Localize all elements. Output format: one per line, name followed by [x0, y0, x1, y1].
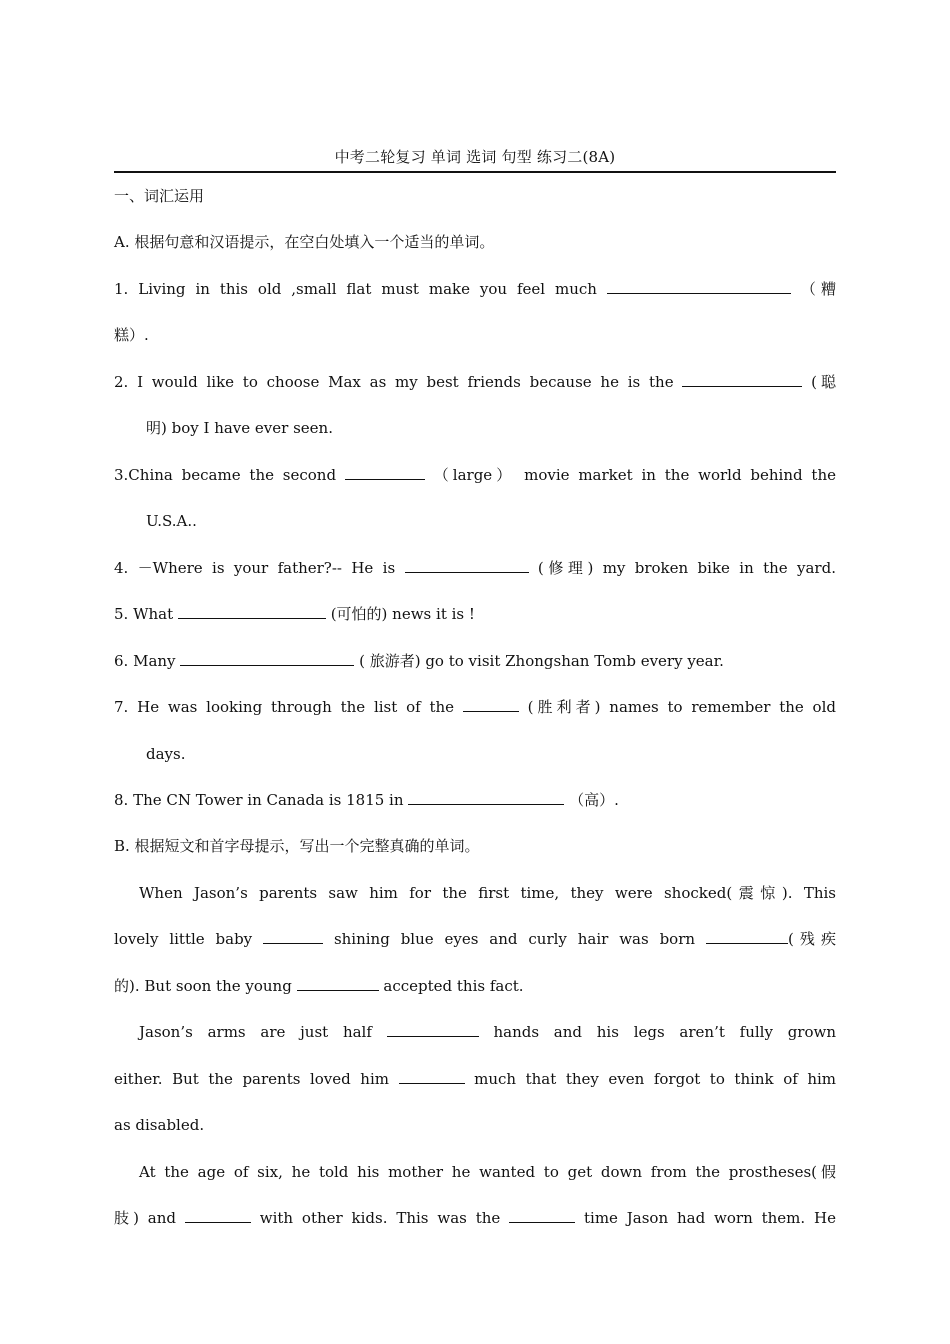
answer-blank[interactable] [297, 976, 379, 991]
title-rule [114, 171, 836, 173]
passage-line: Jason’s arms are just half hands and his legs aren’t fully grown [139, 1023, 837, 1041]
passage-line: as disabled. [114, 1116, 205, 1134]
answer-blank[interactable] [509, 1208, 575, 1223]
answer-blank[interactable] [405, 558, 529, 573]
answer-blank[interactable] [399, 1069, 465, 1084]
question-7-cont: days. [146, 745, 186, 763]
question-3: 3.China became the second （large） movie market in the world behind the [114, 466, 836, 484]
question-1: 1. Living in this old ,small flat must make you feel much （糟 [114, 280, 836, 298]
page-title: 中考二轮复习 单词 选词 句型 练习二(8A) [334, 148, 616, 166]
question-5: 5. What (可怕的) news it is ! [114, 605, 475, 623]
part-b-instructions: B. 根据短文和首字母提示，写出一个完整真确的单词。 [114, 837, 480, 855]
answer-blank[interactable] [345, 465, 425, 480]
question-7: 7. He was looking through the list of the (胜利者) names to remember the old [114, 698, 836, 716]
section-heading: 一、词汇运用 [114, 187, 205, 205]
passage-line: 的). But soon the young accepted this fact. [114, 977, 524, 995]
answer-blank[interactable] [607, 279, 791, 294]
answer-blank[interactable] [178, 604, 326, 619]
answer-blank[interactable] [185, 1208, 251, 1223]
passage-line: At the age of six, he told his mother he wanted to get down from the prostheses(假 [139, 1163, 836, 1181]
question-4: 4. －Where is your father?-- He is (修理) my broken bike in the yard. [114, 559, 836, 577]
passage-line: 肢) and with other kids. This was the time Jason had worn them. He [114, 1209, 836, 1227]
answer-blank[interactable] [463, 697, 519, 712]
question-3-cont: U.S.A.. [146, 512, 197, 530]
answer-blank[interactable] [706, 929, 788, 944]
answer-blank[interactable] [263, 929, 323, 944]
question-2-cont: 明) boy I have ever seen. [146, 419, 333, 437]
question-1-cont: 糕）. [114, 326, 149, 344]
question-6: 6. Many ( 旅游者) go to visit Zhongshan Tomb every year. [114, 652, 724, 670]
answer-blank[interactable] [682, 372, 802, 387]
passage-line: either. But the parents loved him much that they even forgot to think of him [114, 1070, 837, 1088]
answer-blank[interactable] [180, 651, 354, 666]
answer-blank[interactable] [408, 790, 564, 805]
answer-blank[interactable] [387, 1022, 479, 1037]
passage-line: lovely little baby shining blue eyes and curly hair was born (残疾 [114, 930, 837, 948]
passage-line: When Jason’s parents saw him for the first time, they were shocked(震惊). This [139, 884, 836, 902]
question-8: 8. The CN Tower in Canada is 1815 in （高）. [114, 791, 619, 809]
part-a-instructions: A. 根据句意和汉语提示，在空白处填入一个适当的单词。 [114, 233, 495, 251]
question-2: 2. I would like to choose Max as my best friends because he is the (聪 [114, 373, 836, 391]
